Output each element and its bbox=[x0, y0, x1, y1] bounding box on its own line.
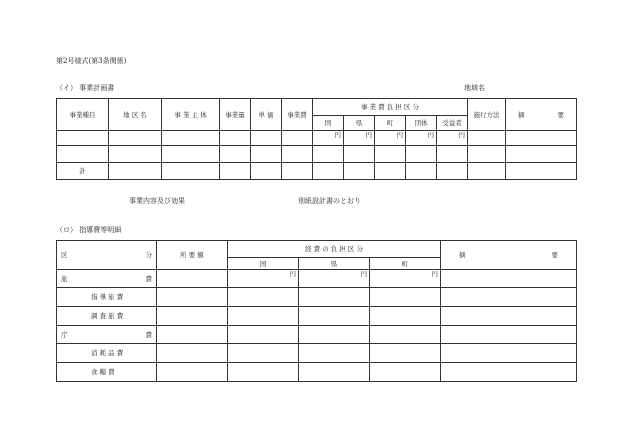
unit-label: 円 bbox=[344, 131, 375, 146]
effect-value: 別紙設計書のとおり bbox=[298, 197, 361, 205]
guidance-cost-table bbox=[56, 240, 577, 382]
unit-label: 円 bbox=[313, 131, 344, 146]
row-label: 庁 費 bbox=[57, 326, 157, 344]
burden-sub-national: 国 bbox=[313, 116, 344, 131]
burden-sub-town: 町 bbox=[375, 116, 406, 131]
section-i-title: （イ） 事業計画書 bbox=[56, 84, 115, 92]
header-burden-group: 事 業 費 負 担 区 分 bbox=[313, 99, 468, 116]
unit-label: 円 bbox=[406, 131, 437, 146]
burden-sub-beneficiary: 受益者 bbox=[437, 116, 468, 131]
unit-label: 円 bbox=[437, 131, 468, 146]
header-remarks: 摘 要 bbox=[506, 99, 577, 131]
burden-sub-prefecture: 県 bbox=[299, 258, 370, 270]
row-label: 旅 費 bbox=[57, 270, 157, 288]
table-row bbox=[57, 288, 577, 307]
header-quantity: 事業量 bbox=[220, 99, 251, 131]
section-ro-title: （ロ） 指導費等明細 bbox=[56, 226, 122, 234]
table-row bbox=[57, 344, 577, 363]
unit-label: 円 bbox=[299, 270, 370, 288]
unit-label: 円 bbox=[375, 131, 406, 146]
form-label: 第2号様式(第3条関係) bbox=[56, 57, 127, 65]
region-label: 地域名 bbox=[464, 84, 485, 92]
total-label: 計 bbox=[57, 163, 109, 180]
header-required: 所 要 額 bbox=[157, 241, 228, 270]
row-label: 調 査 旅 費 bbox=[57, 307, 157, 326]
table-row bbox=[57, 326, 577, 344]
table-row bbox=[57, 270, 577, 288]
header-remarks: 摘 要 bbox=[441, 241, 577, 270]
unit-label: 円 bbox=[370, 270, 441, 288]
row-label: 食 糧 費 bbox=[57, 363, 157, 382]
burden-sub-prefecture: 県 bbox=[344, 116, 375, 131]
table-row bbox=[57, 363, 577, 382]
header-item: 事業種目 bbox=[57, 99, 109, 131]
header-actor: 事 業 主 体 bbox=[162, 99, 220, 131]
business-plan-table bbox=[56, 98, 577, 180]
header-burden-group: 経 費 の 負 担 区 分 bbox=[228, 241, 441, 258]
header-cost: 事業費 bbox=[282, 99, 313, 131]
burden-sub-national: 国 bbox=[228, 258, 299, 270]
header-unit-price: 単 価 bbox=[251, 99, 282, 131]
effect-label: 事業内容及び効果 bbox=[129, 197, 185, 205]
header-district: 地 区 名 bbox=[109, 99, 162, 131]
table-row bbox=[57, 131, 577, 146]
total-row bbox=[57, 163, 577, 180]
burden-sub-group: 団体 bbox=[406, 116, 437, 131]
unit-label: 円 bbox=[228, 270, 299, 288]
header-method: 施行方法 bbox=[468, 99, 506, 131]
table-row bbox=[57, 307, 577, 326]
row-label: 消 耗 品 費 bbox=[57, 344, 157, 363]
row-label: 指 導 旅 費 bbox=[57, 288, 157, 307]
header-category: 区 分 bbox=[57, 241, 157, 270]
table-row bbox=[57, 146, 577, 163]
burden-sub-town: 町 bbox=[370, 258, 441, 270]
